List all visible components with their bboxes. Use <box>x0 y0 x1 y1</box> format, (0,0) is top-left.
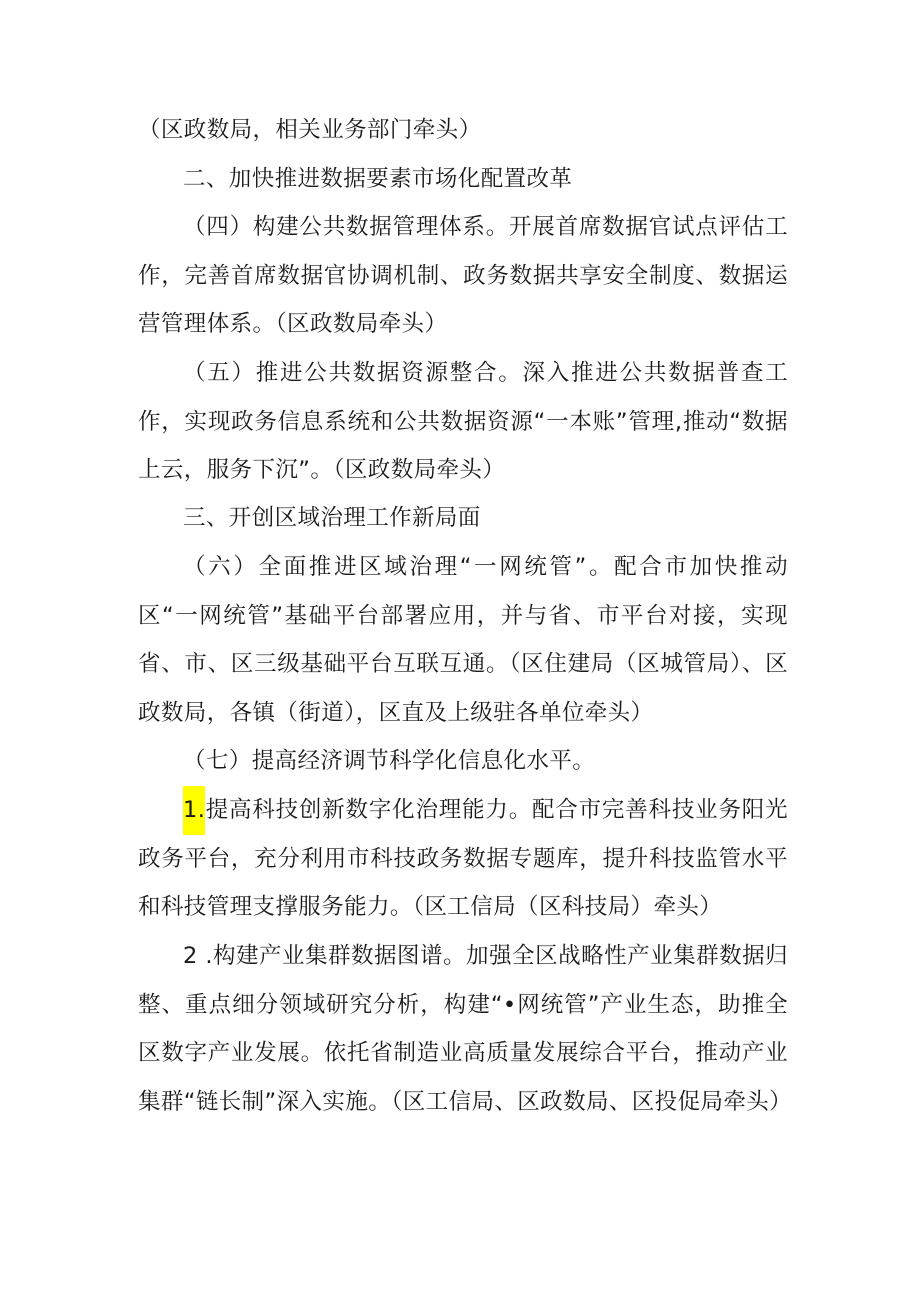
paragraph-item-7: （七）提高经济调节科学化信息化水平。 <box>183 748 596 774</box>
paragraph-subitem-2: 2 .构建产业集群数据图谱。加强全区战略性产业集群数据归整、重点细分领域研究分析，构建“•网统管”产业生态，助推全区数字产业发展。依托省制造业高质量发展综合平台，推动产业集群“链长制”深入实施。（区工信局、区政数局、区投促局牵头） <box>138 943 793 1115</box>
paragraph-subitem-1 <box>138 786 788 932</box>
paragraph-lead-department: （区政数局，相关业务部门牵头） <box>138 117 482 143</box>
paragraph-item-6: （六）全面推进区域治理“一网统管”。配合市加快推动区“一网统管”基础平台部署应用，并与省、市平台对接，实现省、市、区三级基础平台互联互通。（区住建局（区城管局）、区政数局，各镇（街道），区直及上级驻各单位牵头） <box>138 554 788 726</box>
paragraph-item-4: （四）构建公共数据管理体系。开展首席数据官试点评估工作，完善首席数据官协调机制、政务数据共享安全制度、数据运营管理体系。（区政数局牵头） <box>138 214 788 337</box>
heading-section-3: 三、开创区域治理工作新局面 <box>183 505 481 531</box>
heading-section-2: 二、加快推进数据要素市场化配置改革 <box>183 166 573 192</box>
paragraph-item-5: （五）推进公共数据资源整合。深入推进公共数据普查工作，实现政务信息系统和公共数据资源“一本账”管理,推动“数据上云，服务下沉”。（区政数局牵头） <box>138 360 788 483</box>
paragraph-subitem-1-text: 提高科技创新数字化治理能力。配合市完善科技业务阳光政务平台，充分利用市科技政务数据专题库，提升科技监管水平和科技管理支撑服务能力。（区工信局（区科技局）牵头） <box>138 797 788 920</box>
highlighted-list-marker: 1. <box>183 786 205 835</box>
